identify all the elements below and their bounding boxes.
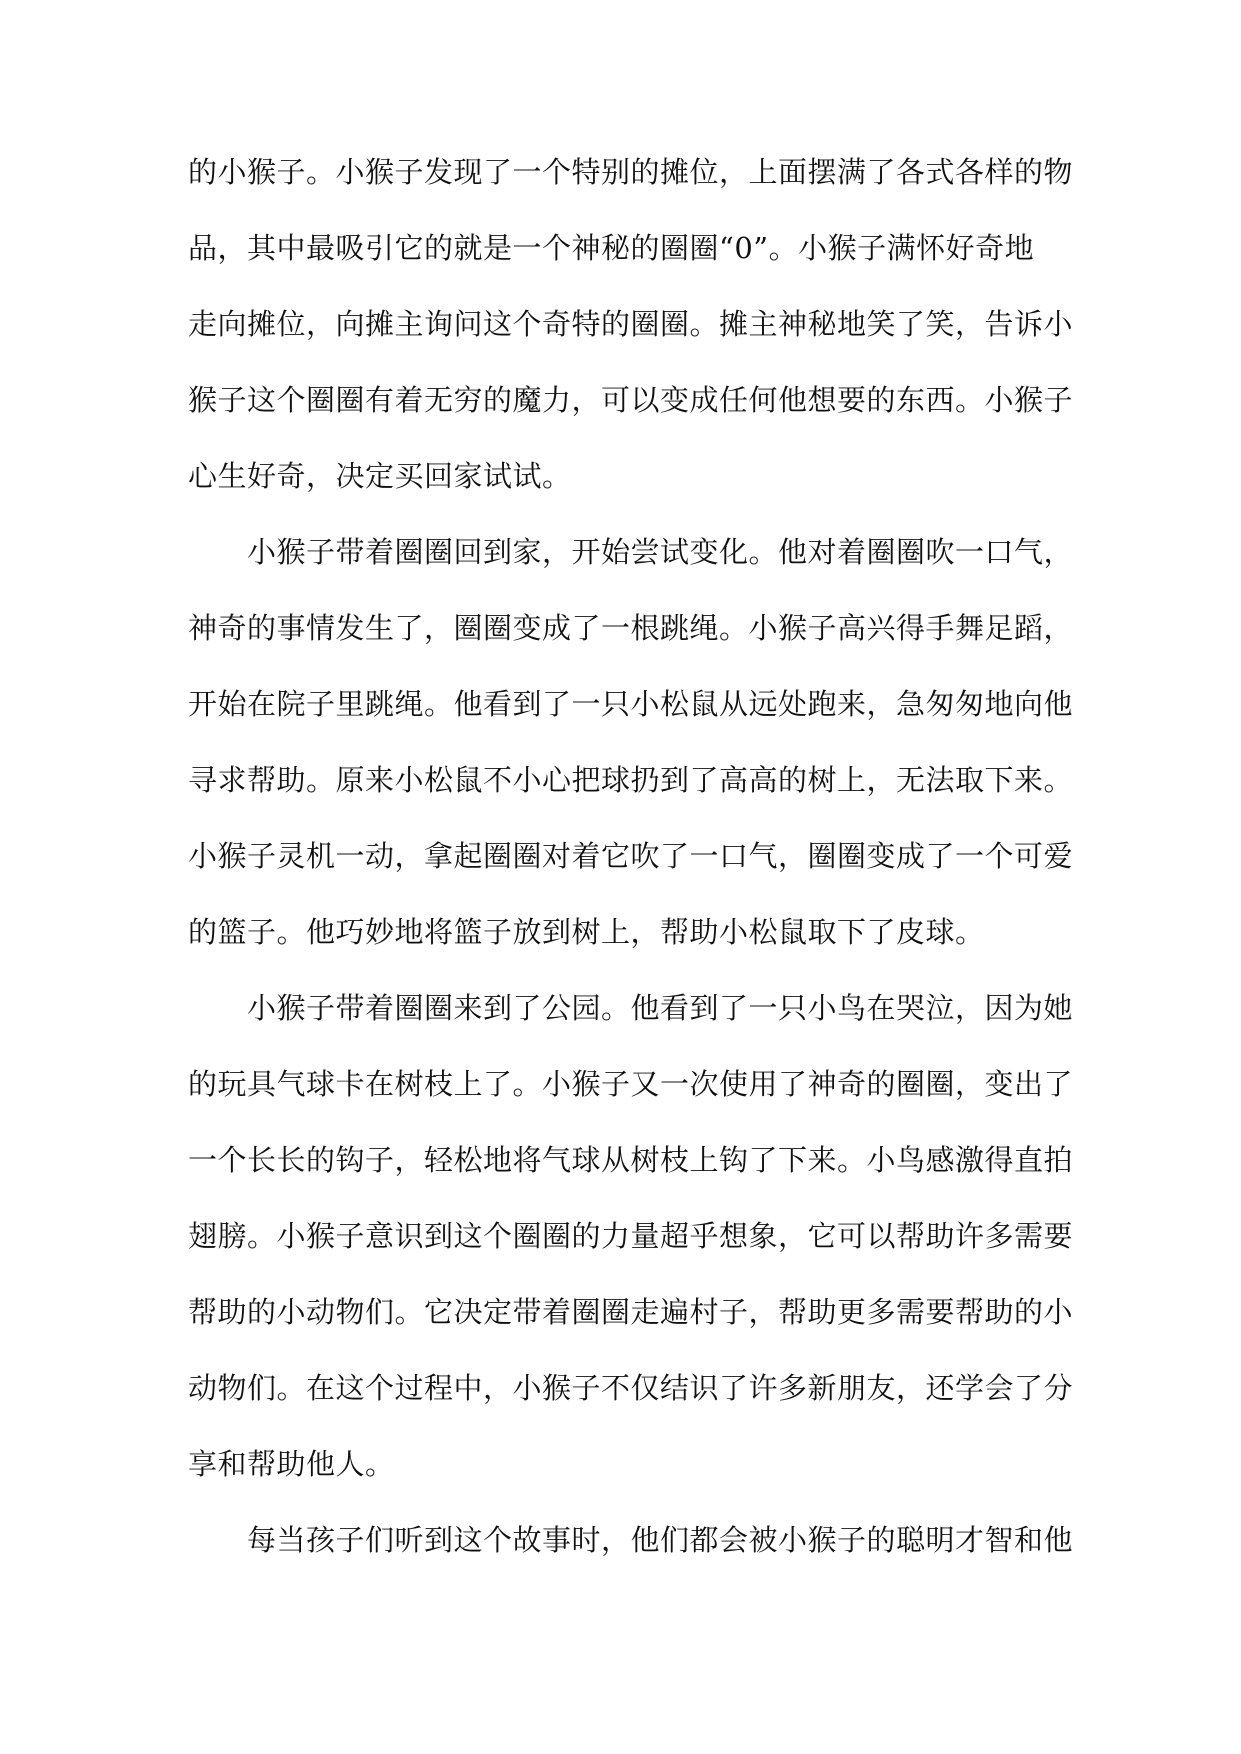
text-line: 品，其中最吸引它的就是一个神秘的圈圈“0”。小猴子满怀好奇地 <box>188 231 1035 265</box>
paragraph-first-line: 每当孩子们听到这个故事时，他们都会被小猴子的聪明才智和他 <box>247 1523 1074 1557</box>
text-line: 翅膀。小猴子意识到这个圈圈的力量超乎想象，它可以帮助许多需要 <box>188 1219 1074 1253</box>
text-line: 神奇的事情发生了，圈圈变成了一根跳绳。小猴子高兴得手舞足蹈， <box>188 611 1074 645</box>
text-line: 的玩具气球卡在树枝上了。小猴子又一次使用了神奇的圈圈，变出了 <box>188 1067 1074 1101</box>
text-line: 一个长长的钩子，轻松地将气球从树枝上钩了下来。小鸟感激得直拍 <box>188 1143 1074 1177</box>
text-line: 帮助的小动物们。它决定带着圈圈走遍村子，帮助更多需要帮助的小 <box>188 1295 1074 1329</box>
text-line: 走向摊位，向摊主询问这个奇特的圈圈。摊主神秘地笑了笑，告诉小 <box>188 307 1074 341</box>
paragraph-first-line: 小猴子带着圈圈回到家，开始尝试变化。他对着圈圈吹一口气， <box>247 535 1074 569</box>
text-line: 开始在院子里跳绳。他看到了一只小松鼠从远处跑来，急匆匆地向他 <box>188 687 1074 721</box>
text-line: 享和帮助他人。 <box>188 1447 395 1481</box>
text-line: 动物们。在这个过程中，小猴子不仅结识了许多新朋友，还学会了分 <box>188 1371 1074 1405</box>
text-line: 寻求帮助。原来小松鼠不小心把球扔到了高高的树上，无法取下来。 <box>188 763 1074 797</box>
text-line: 猴子这个圈圈有着无穷的魔力，可以变成任何他想要的东西。小猴子 <box>188 383 1074 417</box>
text-line: 小猴子灵机一动，拿起圈圈对着它吹了一口气，圈圈变成了一个可爱 <box>188 839 1074 873</box>
paragraph-first-line: 小猴子带着圈圈来到了公园。他看到了一只小鸟在哭泣，因为她 <box>247 991 1074 1025</box>
text-line: 心生好奇，决定买回家试试。 <box>188 459 572 493</box>
text-line: 的篮子。他巧妙地将篮子放到树上，帮助小松鼠取下了皮球。 <box>188 915 985 949</box>
text-line: 的小猴子。小猴子发现了一个特别的摊位，上面摆满了各式各样的物 <box>188 155 1074 189</box>
